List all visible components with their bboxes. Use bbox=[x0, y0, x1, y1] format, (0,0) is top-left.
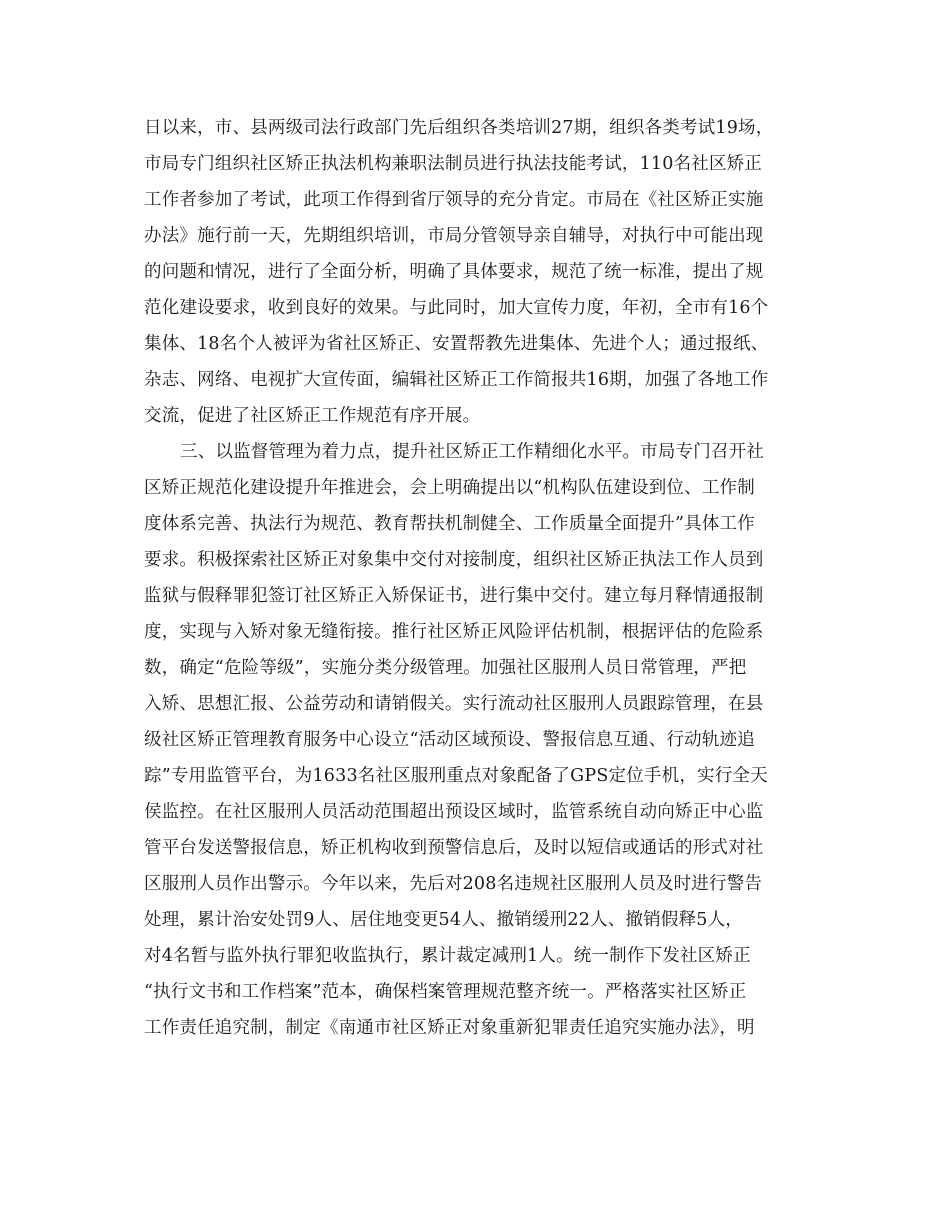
text-line: 市局专门组织社区矫正执法机构兼职法制员进行执法技能考试，110名社区矫正 bbox=[144, 154, 763, 174]
text-line: 交流，促进了社区矫正工作规范有序开展。 bbox=[144, 406, 481, 426]
text-line: 办法》施行前一天，先期组织培训，市局分管领导亲自辅导，对执行中可能出现 bbox=[144, 226, 764, 246]
text-line: 工作责任追究制，制定《南通市社区矫正对象重新犯罪责任追究实施办法》，明 bbox=[144, 1018, 755, 1038]
text-line: 杂志、网络、电视扩大宣传面，编辑社区矫正工作简报共16期，加强了各地工作 bbox=[144, 370, 769, 390]
text-line: 数，确定“危险等级”，实施分类分级管理。加强社区服刑人员日常管理，严把 bbox=[144, 658, 747, 678]
text-line: 度，实现与入矫对象无缝衔接。推行社区矫正风险评估机制，根据评估的危险系 bbox=[144, 622, 764, 642]
text-line: 工作者参加了考试，此项工作得到省厅领导的充分肯定。市局在《社区矫正实施 bbox=[144, 190, 764, 210]
text-line: 要求。积极探索社区矫正对象集中交付对接制度，组织社区矫正执法工作人员到 bbox=[144, 550, 764, 570]
text-line: 管平台发送警报信息，矫正机构收到预警信息后，及时以短信或通话的形式对社 bbox=[144, 838, 764, 858]
text-line: 级社区矫正管理教育服务中心设立“活动区域预设、警报信息互通、行动轨迹追 bbox=[144, 730, 755, 750]
text-line: 集体、18名个人被评为省社区矫正、安置帮教先进集体、先进个人；通过报纸、 bbox=[144, 334, 769, 354]
paragraph-start-line: 三、以监督管理为着力点，提升社区矫正工作精细化水平。市局专门召开社 bbox=[180, 442, 765, 462]
text-line: 对4名暂与监外执行罪犯收监执行，累计裁定减刑1人。统一制作下发社区矫正 bbox=[144, 946, 751, 966]
text-line: 踪”专用监管平台，为1633名社区服刑重点对象配备了GPS定位手机，实行全天 bbox=[144, 766, 768, 786]
text-line: 入矫、思想汇报、公益劳动和请销假关。实行流动社区服刑人员跟踪管理，在县 bbox=[144, 694, 764, 714]
text-line: 监狱与假释罪犯签订社区矫正入矫保证书，进行集中交付。建立每月释情通报制 bbox=[144, 586, 764, 606]
text-line: 区服刑人员作出警示。今年以来，先后对208名违规社区服刑人员及时进行警告 bbox=[144, 874, 763, 894]
text-line: 的问题和情况，进行了全面分析，明确了具体要求，规范了统一标准，提出了规 bbox=[144, 262, 764, 282]
text-line: 区矫正规范化建设提升年推进会，会上明确提出以“机构队伍建设到位、工作制 bbox=[144, 478, 755, 498]
text-line: “执行文书和工作档案”范本，确保档案管理规范整齐统一。严格落实社区矫正 bbox=[144, 982, 747, 1002]
text-line: 侯监控。在社区服刑人员活动范围超出预设区域时，监管系统自动向矫正中心监 bbox=[144, 802, 764, 822]
text-line: 度体系完善、执法行为规范、教育帮扶机制健全、工作质量全面提升”具体工作 bbox=[144, 514, 755, 534]
text-line: 范化建设要求，收到良好的效果。与此同时，加大宣传力度，年初，全市有16个 bbox=[144, 298, 769, 318]
text-line: 日以来，市、县两级司法行政部门先后组织各类培训27期，组织各类考试19场， bbox=[144, 118, 774, 138]
text-line: 处理，累计治安处罚9人、居住地变更54人、撤销缓刑22人、撤销假释5人， bbox=[144, 910, 744, 930]
